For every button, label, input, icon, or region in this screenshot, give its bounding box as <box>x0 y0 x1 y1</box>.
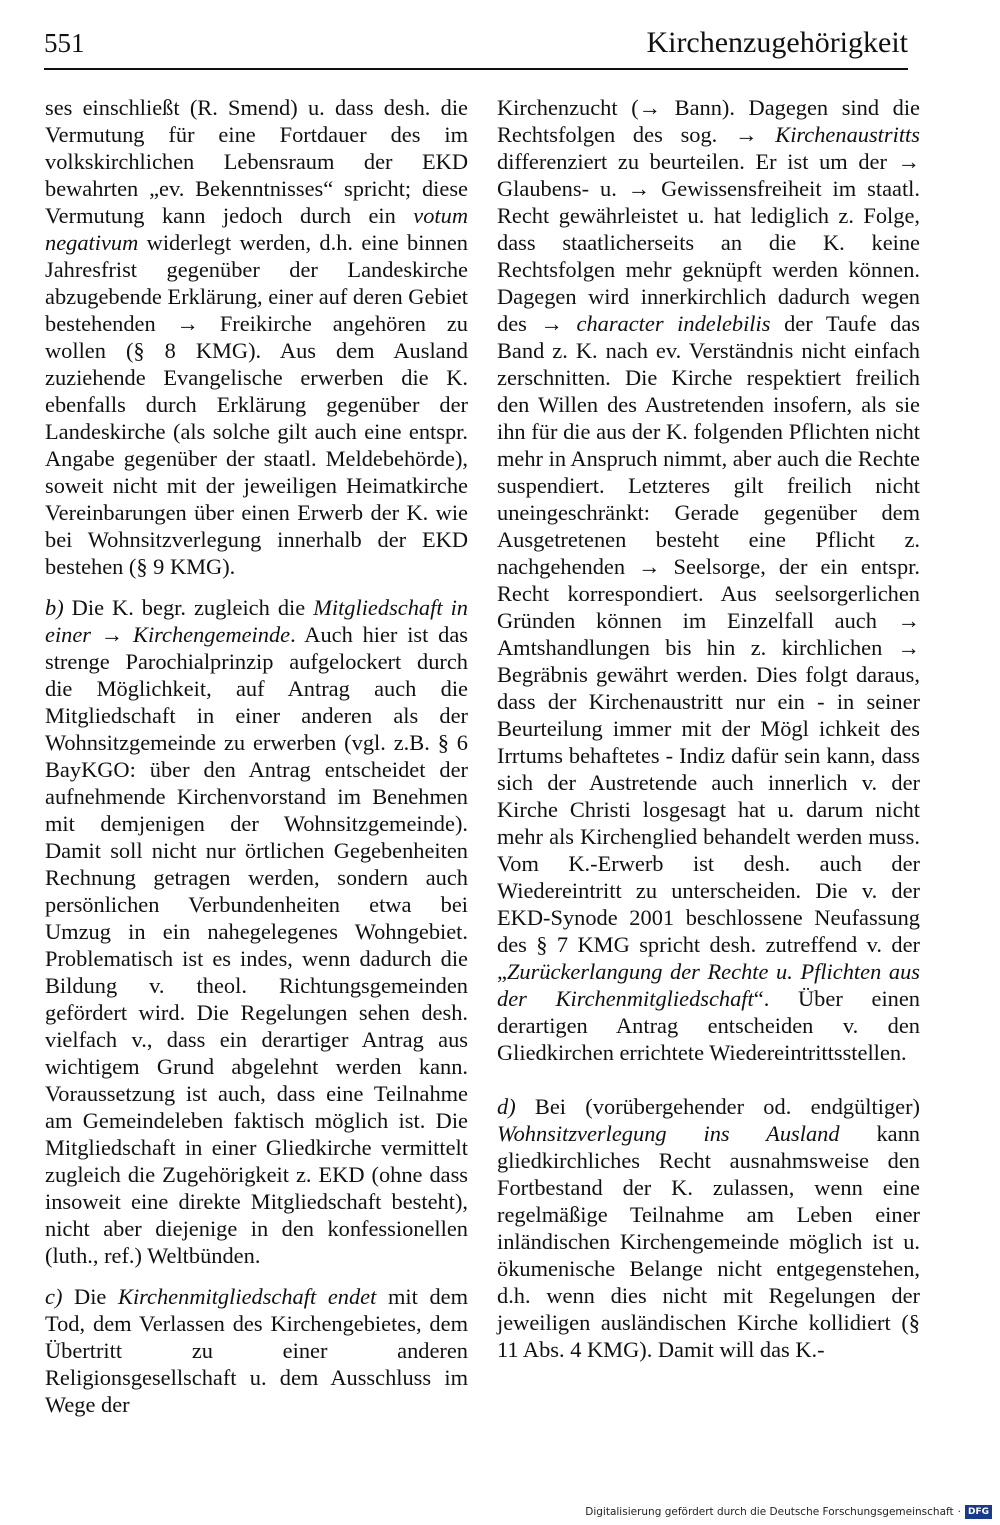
dfg-logo-icon: DFG <box>965 1505 992 1519</box>
running-title: Kirchenzugehörigkeit <box>646 26 908 59</box>
text-run: widerlegt werden, d.h. eine binnen Jahresfrist gegenüber der Landeskirche abzugebende Erklärung, einer auf deren Gebiet bestehenden → Freikirche angehören zu wollen (§ 8 KMG). Aus dem Ausland zuziehende Evangelische erwerben die K. ebenfalls durch Erklärung gegenüber der Landeskirche (als solche gilt auch eine entspr. Angabe gegenüber der staatl. Meldebehörde), soweit nicht mit der jeweiligen Heimatkirche Vereinbarungen über einen Erwerb der K. wie bei Wohnsitzverlegung innerhalb der EKD bestehen (§ 9 KMG). <box>45 230 468 579</box>
text-run: “. Über einen derartigen Antrag entscheiden v. den Gliedkirchen errichtete Wiedereintrittsstellen. <box>497 986 920 1065</box>
text-run: Die <box>62 1284 119 1309</box>
digitization-footer <box>585 1505 992 1519</box>
text-run: der Taufe das Band z. K. nach ev. Verständnis nicht einfach zerschnitten. Die Kirche respektiert freilich den Willen des Austretenden insofern, als sie ihn für die aus der K. folgenden Pflichten nicht mehr in Anspruch nimmt, aber auch die Rechte suspendiert. Letzteres gilt freilich nicht uneingeschränkt: Gerade gegenüber dem Ausgetretenen besteht eine Pflicht z. nachgehenden → Seelsorge, der ein entspr. Recht korrespondiert. Aus seelsorgerlichen Gründen können im Einzelfall auch → Amtshandlungen bis hin z. kirchlichen → Begräbnis gewährt werden. Dies folgt daraus, dass der Kirchenaustritt nur ein - in seiner Beurteilung immer mit der Mögl ichkeit des Irrtums behaftetes - Indiz dafür sein kann, dass sich der Austretende auch innerlich v. der Kirche Christi losgesagt hat u. darum nicht mehr als Kirchenglied behandelt werden muss. Vom K.-Erwerb ist desh. auch der Wiedereintritt zu unterscheiden. Die v. der EKD-Synode 2001 beschlossene Neufassung des § 7 KMG spricht desh. zutreffend v. der „ <box>497 311 920 984</box>
text-run: kann gliedkirchliches Recht ausnahmsweise den Fortbestand der K. zulassen, wenn eine regelmäßige Teilnahme am Leben einer inländischen Kirchengemeinde möglich ist u. ökumenische Belange nicht entgegenstehen, d.h. wenn dies nicht mit Regelungen der jeweiligen ausländischen Kirche kollidiert (§ 11 Abs. 4 KMG). Damit will das K.- <box>497 1121 920 1362</box>
italic-run: Kirchenaustritts <box>775 122 920 147</box>
text-run: Bei (vorübergehender od. endgültiger) <box>515 1094 920 1119</box>
text-run: Die K. begr. zugleich die <box>63 595 314 620</box>
text-run: ses einschließt (R. Smend) u. dass desh. die Vermutung für eine Fortdauer des im volkskirchlichen Lebensraum der EKD bewahrten „ev. Bekenntnisses“ spricht; diese Vermutung kann jedoch durch ein <box>45 95 468 228</box>
italic-run: Mitgliedschaft in einer → Kirchengemeinde <box>45 595 468 647</box>
italic-run: votum negativum <box>45 203 468 255</box>
text-run: . Auch hier ist das strenge Parochialprinzip aufgelockert durch die Möglichkeit, auf Antrag auch die Mitgliedschaft in einer anderen als der Wohnsitzgemeinde zu erwerben (vgl. z.B. § 6 BayKGO: über den Antrag entscheidet der aufnehmende Kirchenvorstand im Benehmen mit demjenigen der Wohnsitzgemeinde). Damit soll nicht nur örtlichen Gegebenheiten Rechnung getragen werden, sondern auch persönlichen Verbundenheiten etwa bei Umzug in ein nahegelegenes Wohngebiet. Problematisch ist es indes, wenn dadurch die Bildung v. theol. Richtungsgemeinden gefördert wird. Die Regelungen sehen desh. vielfach v., dass ein derartiger Antrag aus wichtigem Grund abgelehnt werden kann. Voraussetzung ist auch, dass eine Teilnahme am Gemeindeleben faktisch möglich ist. Die Mitgliedschaft in einer Gliedkirche vermittelt zugleich die Zugehörigkeit z. EKD (ohne dass insoweit eine direkte Mitgliedschaft besteht), nicht aber diejenige in den konfessionellen (luth., ref.) Weltbünden. <box>45 622 468 1268</box>
left-paragraph-3 <box>45 1283 468 1418</box>
italic-run: Zurückerlangung der Rechte u. Pflichten aus der Kirchenmitgliedschaft <box>497 959 920 1011</box>
left-paragraph-2 <box>45 594 468 1269</box>
left-column <box>45 94 468 1418</box>
italic-run: d) <box>497 1094 516 1119</box>
header-rule <box>44 68 908 70</box>
italic-run: c) <box>45 1284 63 1309</box>
right-column <box>497 94 920 1363</box>
text-run: mit dem Tod, dem Verlassen des Kirchengebietes, dem Übertritt zu einer anderen Religionsgesellschaft u. dem Ausschluss im Wege der <box>45 1284 468 1417</box>
italic-run: Kirchenmitgliedschaft endet <box>118 1284 377 1309</box>
left-paragraph-1 <box>45 94 468 580</box>
right-paragraph-2 <box>497 1093 920 1363</box>
footer-separator: · <box>957 1506 961 1518</box>
italic-run: character indelebilis <box>576 311 771 336</box>
text-run: Kirchenzucht (→ Bann). Dagegen sind die Rechtsfolgen des sog. → <box>497 95 920 147</box>
right-paragraph-1 <box>497 94 920 1066</box>
italic-run: Wohnsitzverlegung ins Ausland <box>497 1121 840 1146</box>
italic-run: b) <box>45 595 64 620</box>
page-number: 551 <box>44 28 85 58</box>
footer-credit: Digitalisierung gefördert durch die Deutsche Forschungsgemeinschaft <box>585 1506 954 1518</box>
text-run: differenziert zu beurteilen. Er ist um der → Glaubens- u. → Gewissensfreiheit im staatl. Recht gewährleistet u. hat lediglich z. Folge, dass staatlicherseits an die K. keine Rechtsfolgen mehr geknüpft werden können. Dagegen wird innerkirchlich dadurch wegen des → <box>497 149 920 336</box>
